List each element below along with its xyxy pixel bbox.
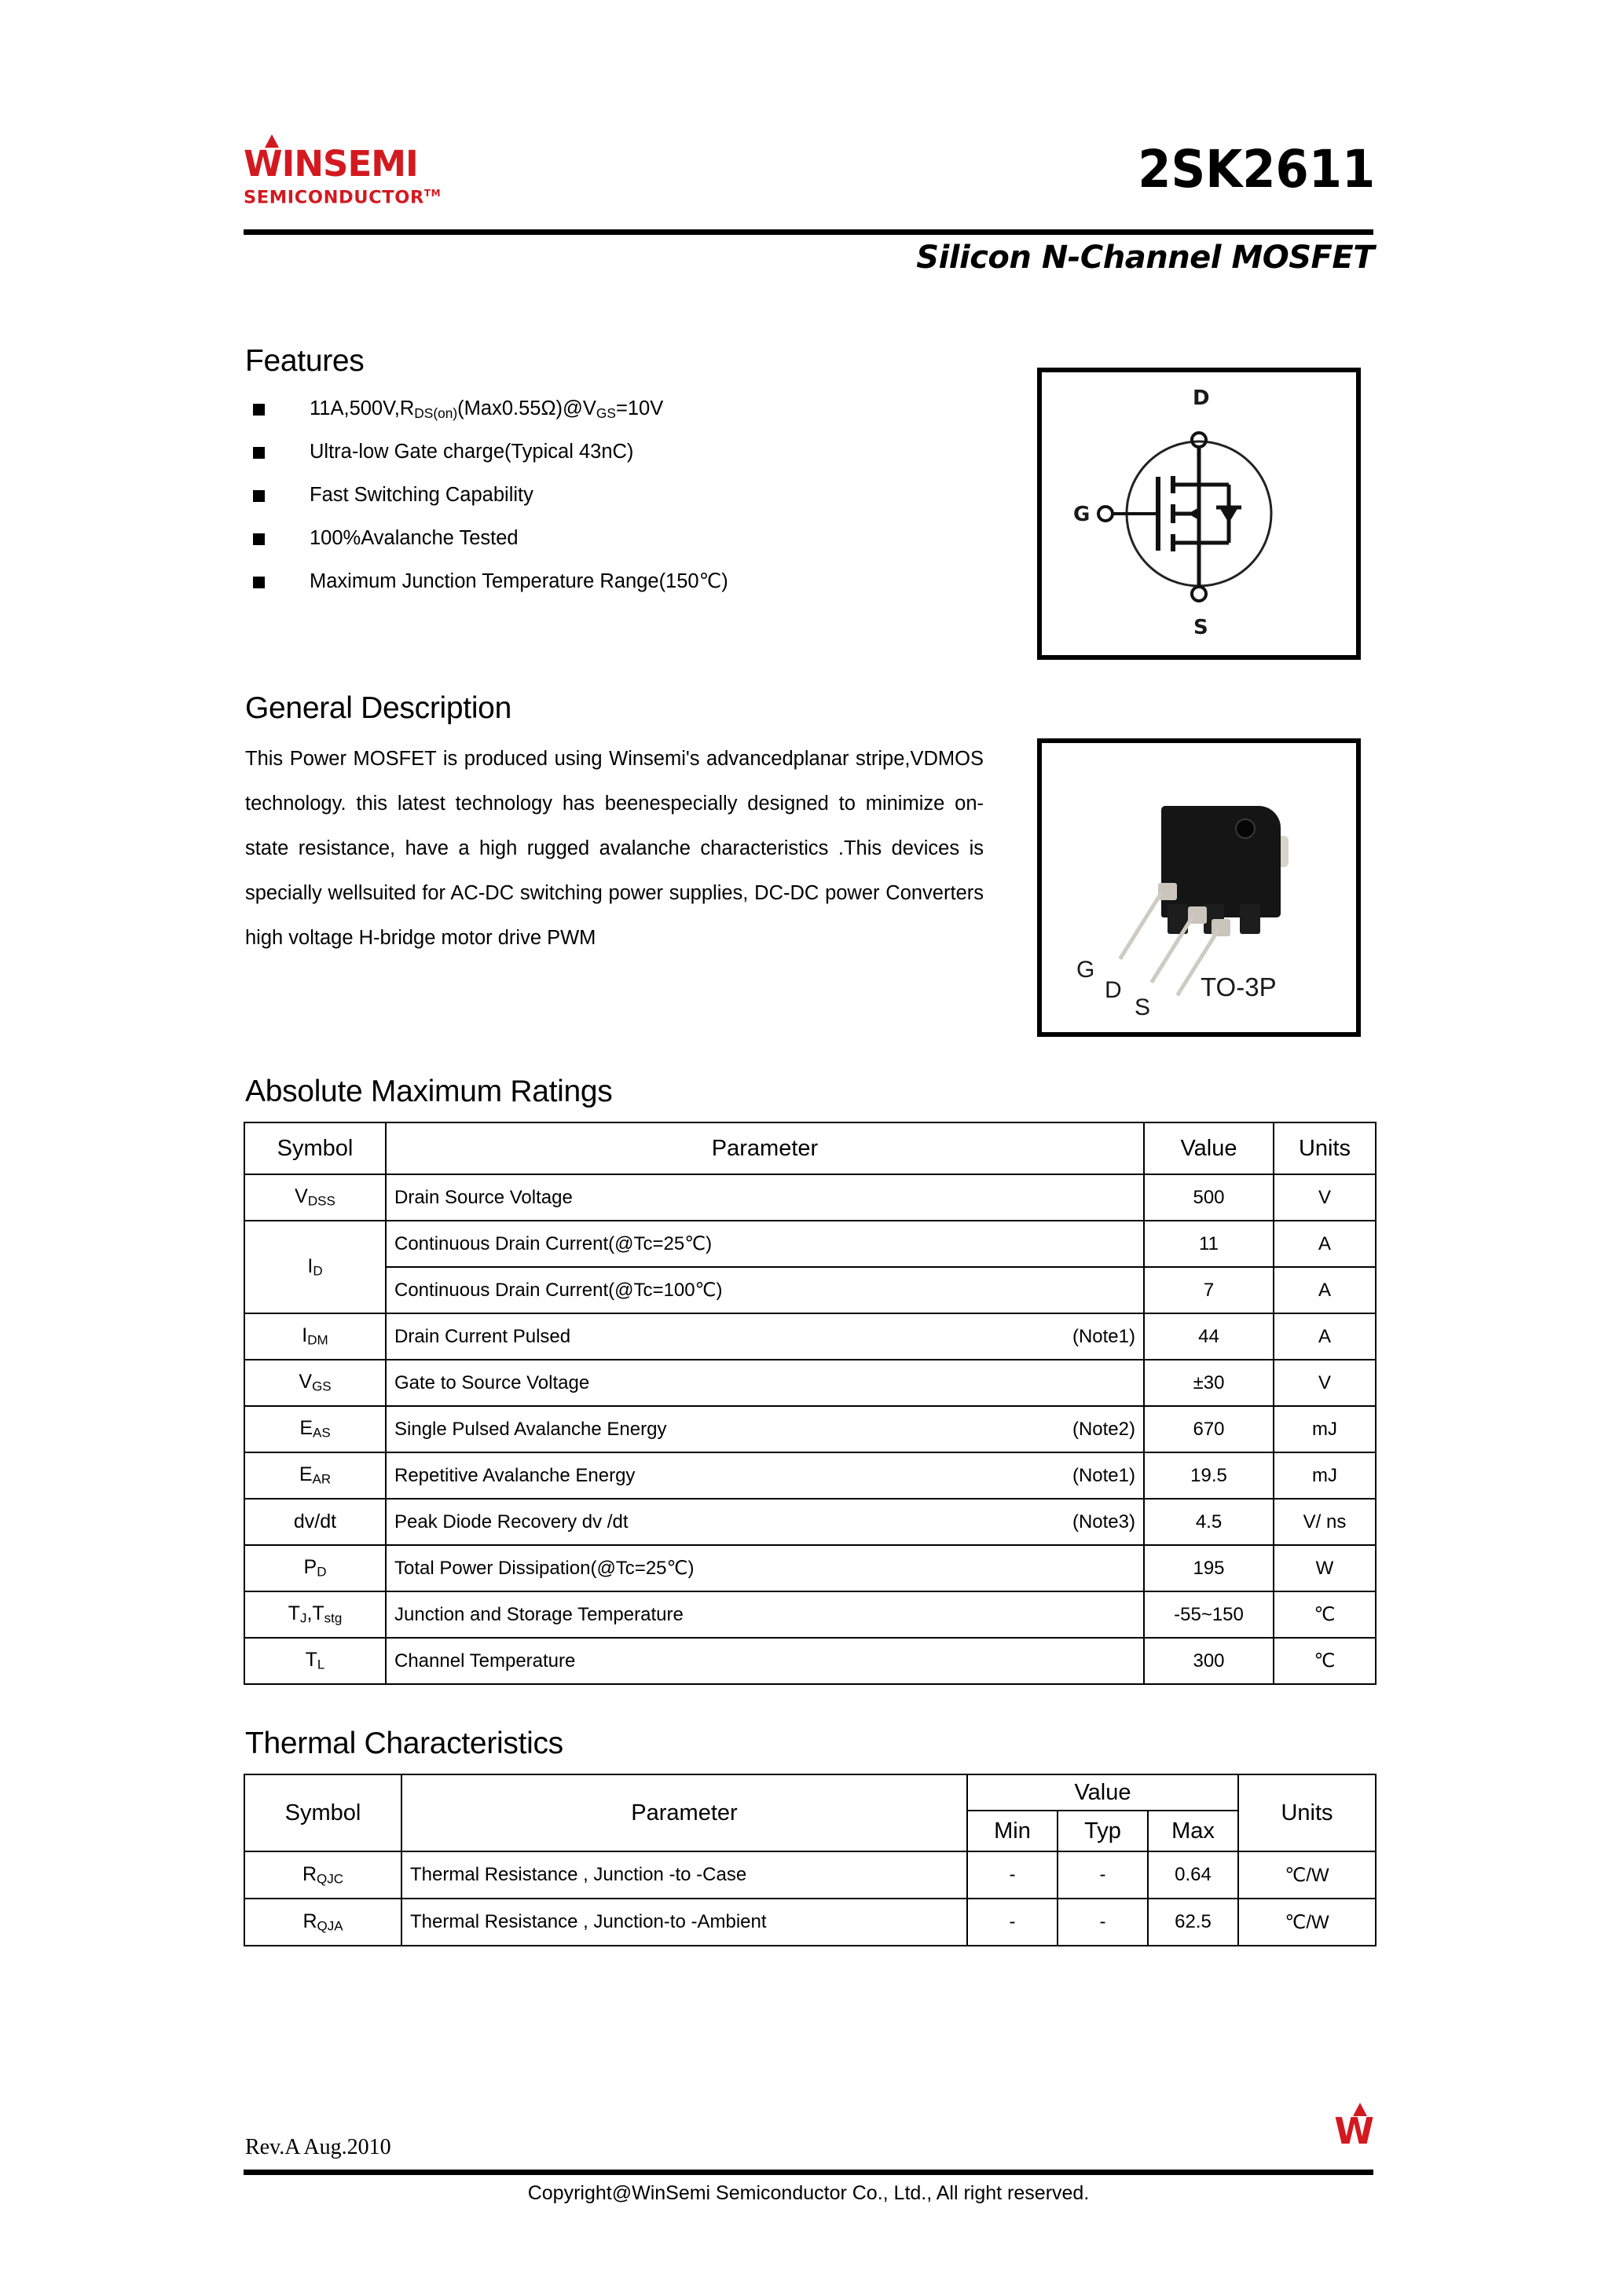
cell-units: ℃/W <box>1238 1899 1376 1946</box>
cell-min: - <box>967 1851 1058 1899</box>
package-name-label: TO-3P <box>1201 972 1277 1002</box>
table-row <box>244 1267 1376 1313</box>
cell-value: 4.5 <box>1144 1499 1274 1545</box>
feature-text: Ultra-low Gate charge(Typical 43nC) <box>310 441 634 463</box>
parameter-text: Channel Temperature <box>394 1650 576 1672</box>
table-row <box>244 1499 1376 1545</box>
symbol-drain-label: D <box>1193 386 1210 410</box>
cell-parameter <box>386 1313 1144 1360</box>
table-row <box>244 1452 1376 1499</box>
thermal-characteristics-heading: Thermal Characteristics <box>245 1727 563 1760</box>
column-header-min: Min <box>967 1811 1058 1851</box>
column-header-units: Units <box>1274 1122 1376 1174</box>
cell-value: 44 <box>1144 1313 1274 1360</box>
cell-symbol: $R_{QJA}$ <box>244 1899 401 1946</box>
cell-units: A <box>1274 1267 1376 1313</box>
cell-symbol: $T_J,T_{stg}$ <box>244 1591 386 1638</box>
cell-parameter <box>386 1174 1144 1221</box>
cell-symbol: $E_{AS}$ <box>244 1406 386 1452</box>
column-header-value: Value <box>1144 1122 1274 1174</box>
cell-symbol: $V_{GS}$ <box>244 1360 386 1406</box>
footer-divider <box>244 2170 1373 2175</box>
parameter-text: Repetitive Avalanche Energy <box>394 1464 636 1486</box>
column-header-value-group: Value <box>967 1774 1238 1811</box>
footer-w-letter: W <box>1334 2110 1374 2152</box>
cell-parameter <box>386 1452 1144 1499</box>
cell-parameter <box>386 1638 1144 1684</box>
company-logo <box>244 143 479 208</box>
copyright-text: Copyright@WinSemi Semiconductor Co., Ltd., All right reserved. <box>527 2182 1090 2204</box>
column-header-parameter: Parameter <box>401 1774 967 1851</box>
logo-w-mark <box>244 143 282 185</box>
package-tab <box>1240 904 1260 934</box>
cell-units: ℃ <box>1274 1591 1376 1638</box>
feature-item <box>245 483 937 526</box>
general-description-body <box>245 737 984 961</box>
bullet-icon <box>253 577 265 588</box>
cell-value: -55~150 <box>1144 1591 1274 1638</box>
cell-units: mJ <box>1274 1406 1376 1452</box>
cell-value: 7 <box>1144 1267 1274 1313</box>
column-header-typ: Typ <box>1058 1811 1148 1851</box>
feature-item <box>245 440 937 483</box>
cell-parameter <box>386 1360 1144 1406</box>
cell-units: W <box>1274 1545 1376 1591</box>
table-row <box>244 1545 1376 1591</box>
feature-item <box>245 526 937 569</box>
cell-value: 195 <box>1144 1545 1274 1591</box>
table-row <box>244 1406 1376 1452</box>
feature-text: 100%Avalanche Tested <box>310 527 519 549</box>
footer-logo-arrow-icon <box>1353 2103 1367 2116</box>
cell-max: 0.64 <box>1148 1851 1238 1899</box>
general-description-text: This Power MOSFET is produced using Winsemi's advancedplanar stripe,VDMOS technology. this latest technology has beenespecially designed to minimize on-state resistance, have a high rugged avalanche characteristics .This devices is specially wellsuited for AC-DC switching power supplies, DC-DC power Converters high voltage H-bridge motor drive PWM <box>245 748 984 949</box>
column-header-symbol: Symbol <box>244 1774 401 1851</box>
cell-value: 500 <box>1144 1174 1274 1221</box>
features-heading: Features <box>245 344 365 378</box>
trademark-icon: TM <box>423 188 442 199</box>
footer-w-mark <box>1334 2110 1374 2152</box>
parameter-text: Drain Current Pulsed <box>394 1325 571 1347</box>
feature-item <box>245 397 937 440</box>
table-row <box>244 1638 1376 1684</box>
cell-typ: - <box>1058 1899 1148 1946</box>
table-row <box>244 1591 1376 1638</box>
general-description-heading: General Description <box>245 691 511 725</box>
cell-symbol: $V_{DSS}$ <box>244 1174 386 1221</box>
cell-value: ±30 <box>1144 1360 1274 1406</box>
cell-parameter <box>386 1406 1144 1452</box>
symbol-gate-label: G <box>1073 503 1091 526</box>
parameter-text: Peak Diode Recovery dv /dt <box>394 1511 629 1532</box>
feature-text: $11A,500V,R_{DS(on)}(Max0.55\Omega)@V_{GS}=10V$ <box>310 397 664 421</box>
absolute-maximum-ratings-heading: Absolute Maximum Ratings <box>245 1075 613 1108</box>
cell-units: A <box>1274 1313 1376 1360</box>
feature-text: Fast Switching Capability <box>310 484 533 506</box>
table-row <box>244 1899 1376 1946</box>
cell-symbol: $I_D$ <box>244 1221 386 1313</box>
column-header-max: Max <box>1148 1811 1238 1851</box>
cell-parameter <box>386 1267 1144 1313</box>
cell-symbol: $I_{DM}$ <box>244 1313 386 1360</box>
cell-typ: - <box>1058 1851 1148 1899</box>
cell-symbol: $E_{AR}$ <box>244 1452 386 1499</box>
cell-value: 11 <box>1144 1221 1274 1267</box>
bullet-icon <box>253 533 265 545</box>
cell-value: 670 <box>1144 1406 1274 1452</box>
parameter-text: Single Pulsed Avalanche Energy <box>394 1418 667 1440</box>
cell-parameter: Thermal Resistance , Junction-to -Ambient <box>401 1899 967 1946</box>
bullet-icon <box>253 447 265 459</box>
note-ref: (Note1) <box>1072 1464 1135 1486</box>
package-mounting-hole-icon <box>1237 820 1254 837</box>
logo-rest: INSEMI <box>281 143 418 185</box>
symbol-source-label: S <box>1193 616 1208 639</box>
cell-symbol: $R_{QJC}$ <box>244 1851 401 1899</box>
footer-logo-mark <box>1334 2110 1374 2152</box>
product-subtitle: Silicon N-Channel MOSFET <box>916 240 1374 276</box>
cell-parameter <box>386 1545 1144 1591</box>
revision-label: Rev.A Aug.2010 <box>245 2135 391 2159</box>
part-number: 2SK2611 <box>1137 139 1375 200</box>
note-ref: (Note1) <box>1072 1325 1135 1347</box>
table-header-row <box>244 1774 1376 1811</box>
note-ref: (Note3) <box>1072 1511 1135 1532</box>
cell-value: 19.5 <box>1144 1452 1274 1499</box>
package-pin-label-s: S <box>1135 994 1151 1020</box>
cell-parameter <box>386 1221 1144 1267</box>
bullet-icon <box>253 490 265 502</box>
parameter-text: Drain Source Voltage <box>394 1186 573 1208</box>
column-header-parameter: Parameter <box>386 1122 1144 1174</box>
parameter-text: Continuous Drain Current(@Tc=25℃) <box>394 1233 713 1254</box>
table-row <box>244 1313 1376 1360</box>
table-row <box>244 1360 1376 1406</box>
cell-max: 62.5 <box>1148 1899 1238 1946</box>
cell-min: - <box>967 1899 1058 1946</box>
cell-units: V/ ns <box>1274 1499 1376 1545</box>
parameter-text: Total Power Dissipation(@Tc=25℃) <box>394 1558 695 1579</box>
cell-units: mJ <box>1274 1452 1376 1499</box>
package-pin-label-d: D <box>1105 977 1122 1003</box>
absolute-maximum-ratings-table <box>244 1122 1377 1685</box>
cell-parameter <box>386 1591 1144 1638</box>
package-photo-diagram <box>1037 738 1361 1037</box>
logo-arrow-icon <box>265 134 279 148</box>
mosfet-symbol-diagram <box>1037 368 1361 660</box>
features-list <box>245 397 937 613</box>
cell-units: ℃/W <box>1238 1851 1376 1899</box>
cell-symbol: $T_L$ <box>244 1638 386 1684</box>
bullet-icon <box>253 404 265 416</box>
package-pin-label-g: G <box>1076 957 1095 983</box>
cell-units: V <box>1274 1360 1376 1406</box>
note-ref: (Note2) <box>1072 1418 1135 1440</box>
parameter-text: Junction and Storage Temperature <box>394 1603 684 1625</box>
cell-parameter: Thermal Resistance , Junction -to -Case <box>401 1851 967 1899</box>
logo-subtitle <box>244 183 479 208</box>
logo-wordmark <box>244 143 479 185</box>
page-header <box>244 141 1375 236</box>
feature-text: Maximum Junction Temperature Range(150℃) <box>310 570 728 592</box>
cell-parameter <box>386 1499 1144 1545</box>
table-row <box>244 1174 1376 1221</box>
header-divider <box>244 229 1373 235</box>
cell-value: 300 <box>1144 1638 1274 1684</box>
parameter-text: Gate to Source Voltage <box>394 1371 590 1393</box>
logo-w-letter: W <box>244 143 282 185</box>
cell-symbol: dv/dt <box>244 1499 386 1545</box>
table-header-row <box>244 1122 1376 1174</box>
cell-units: ℃ <box>1274 1638 1376 1684</box>
feature-item <box>245 569 937 613</box>
cell-symbol: $P_D$ <box>244 1545 386 1591</box>
package-body <box>1161 806 1281 917</box>
package-lead-g <box>1118 892 1163 960</box>
logo-subtitle-text: SEMICONDUCTOR <box>244 187 424 208</box>
cell-units: V <box>1274 1174 1376 1221</box>
column-header-symbol: Symbol <box>244 1122 386 1174</box>
cell-units: A <box>1274 1221 1376 1267</box>
parameter-text: Continuous Drain Current(@Tc=100℃) <box>394 1280 723 1301</box>
table-row <box>244 1851 1376 1899</box>
table-row <box>244 1221 1376 1267</box>
thermal-characteristics-table <box>244 1774 1377 1946</box>
column-header-units: Units <box>1238 1774 1376 1851</box>
